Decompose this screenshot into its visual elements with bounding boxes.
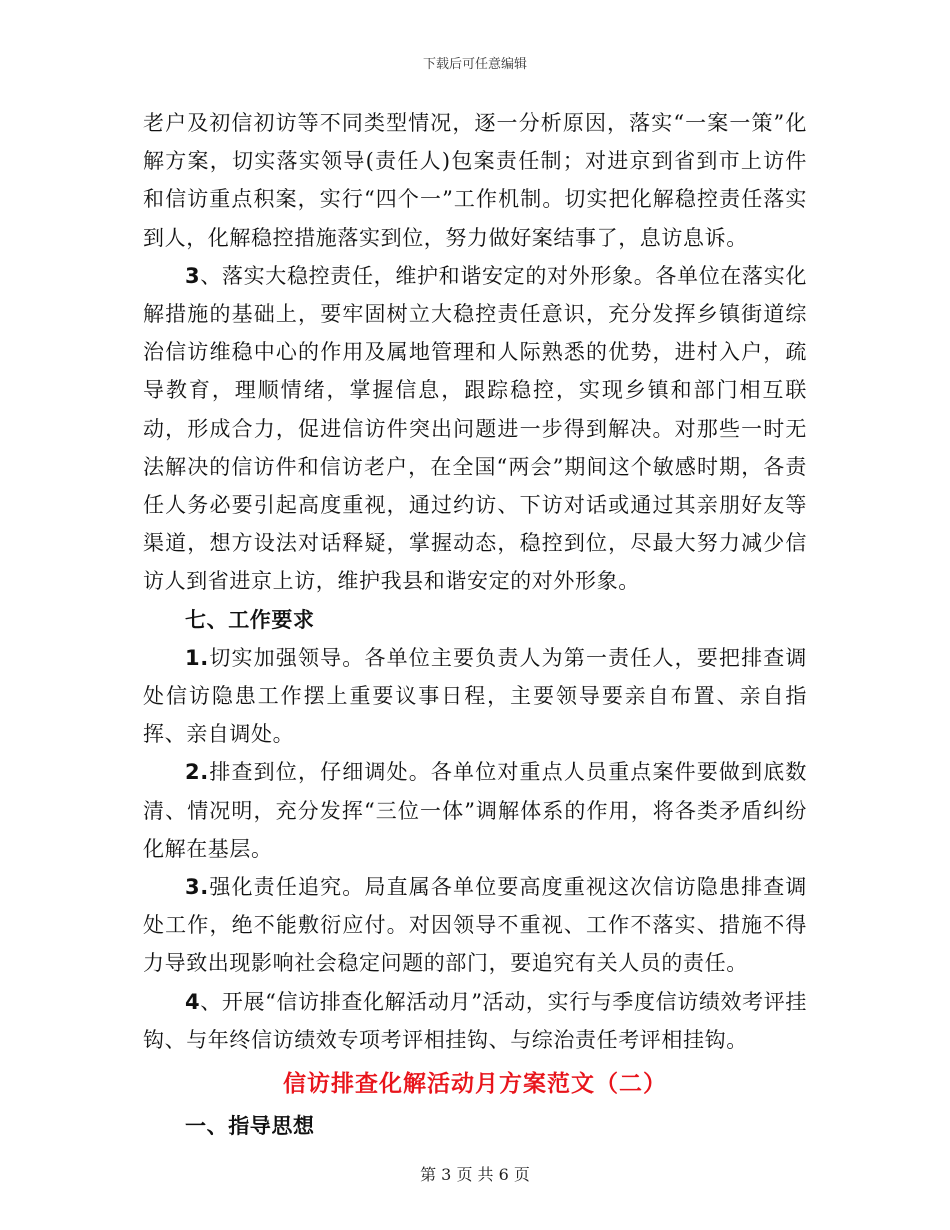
page-number-footer: 第 3 页 共 6 页 bbox=[420, 1165, 530, 1184]
requirement-item-3 bbox=[143, 868, 807, 983]
requirement-item-1 bbox=[143, 639, 807, 754]
paragraph-text: 、落实大稳控责任，维护和谐安定的对外形象。各单位在落实化解措施的基础上，要牢固树立大稳控责任意识，充分发挥乡镇街道综治信访维稳中心的作用及属地管理和人际熟悉的优势，进村入户，疏导教育，理顺情绪，掌握信息，跟踪稳控，实现乡镇和部门相互联动，形成合力，促进信访件突出问题进一步得到解决。对那些一时无法解决的信访件和信访老户，在全国“两会”期间这个敏感时期，各责任人务必要引起高度重视，通过约访、下访对话或通过其亲朋好友等渠道，想方设法对话释疑，掌握动态，稳控到位，尽最大努力减少信访人到省进京上访，维护我县和谐安定的对外形象。 bbox=[143, 263, 807, 594]
item-number: 2. bbox=[185, 760, 209, 785]
document-body bbox=[143, 104, 807, 1145]
requirement-text: 、开展“信访排查化解活动月”活动，实行与季度信访绩效考评挂钩、与年终信访绩效专项考评相挂钩、与综治责任考评相挂钩。 bbox=[143, 989, 807, 1052]
section-heading-guiding-ideology: 一、指导思想 bbox=[185, 1113, 315, 1139]
item-number: 3 bbox=[185, 263, 201, 288]
paragraph-continuation: 老户及初信初访等不同类型情况，逐一分析原因，落实“一案一策”化解方案，切实落实领导(责任人)包案责任制；对进京到省到市上访件和信访重点积案，实行“四个一”工作机制。切实把化解稳控责任落实到人，化解稳控措施落实到位，努力做好案结事了，息访息诉。 bbox=[143, 111, 807, 250]
requirement-text: 排查到位，仔细调处。各单位对重点人员重点案件要做到底数清、情况明，充分发挥“三位一体”调解体系的作用，将各类矛盾纠纷化解在基层。 bbox=[143, 760, 807, 861]
requirement-item-2 bbox=[143, 753, 807, 868]
paragraph-item-3 bbox=[143, 257, 807, 601]
page-header-note: 下载后可任意编辑 bbox=[422, 57, 527, 72]
requirement-item-4 bbox=[143, 983, 807, 1059]
requirement-text: 强化责任追究。局直属各单位要高度重视这次信访隐患排查调处工作，绝不能敷衍应付。对因领导不重视、工作不落实、措施不得力导致出现影响社会稳定问题的部门，要追究有关人员的责任。 bbox=[143, 875, 807, 976]
requirement-text: 切实加强领导。各单位主要负责人为第一责任人，要把排查调处信访隐患工作摆上重要议事日程，主要领导要亲自布置、亲自指挥、亲自调处。 bbox=[143, 645, 807, 747]
item-number: 1. bbox=[185, 645, 209, 670]
item-number: 4 bbox=[185, 989, 201, 1014]
document-title: 信访排查化解活动月方案范文（二） bbox=[283, 1070, 667, 1098]
item-number: 3. bbox=[185, 875, 209, 900]
section-heading-work-requirements: 七、工作要求 bbox=[185, 606, 315, 632]
